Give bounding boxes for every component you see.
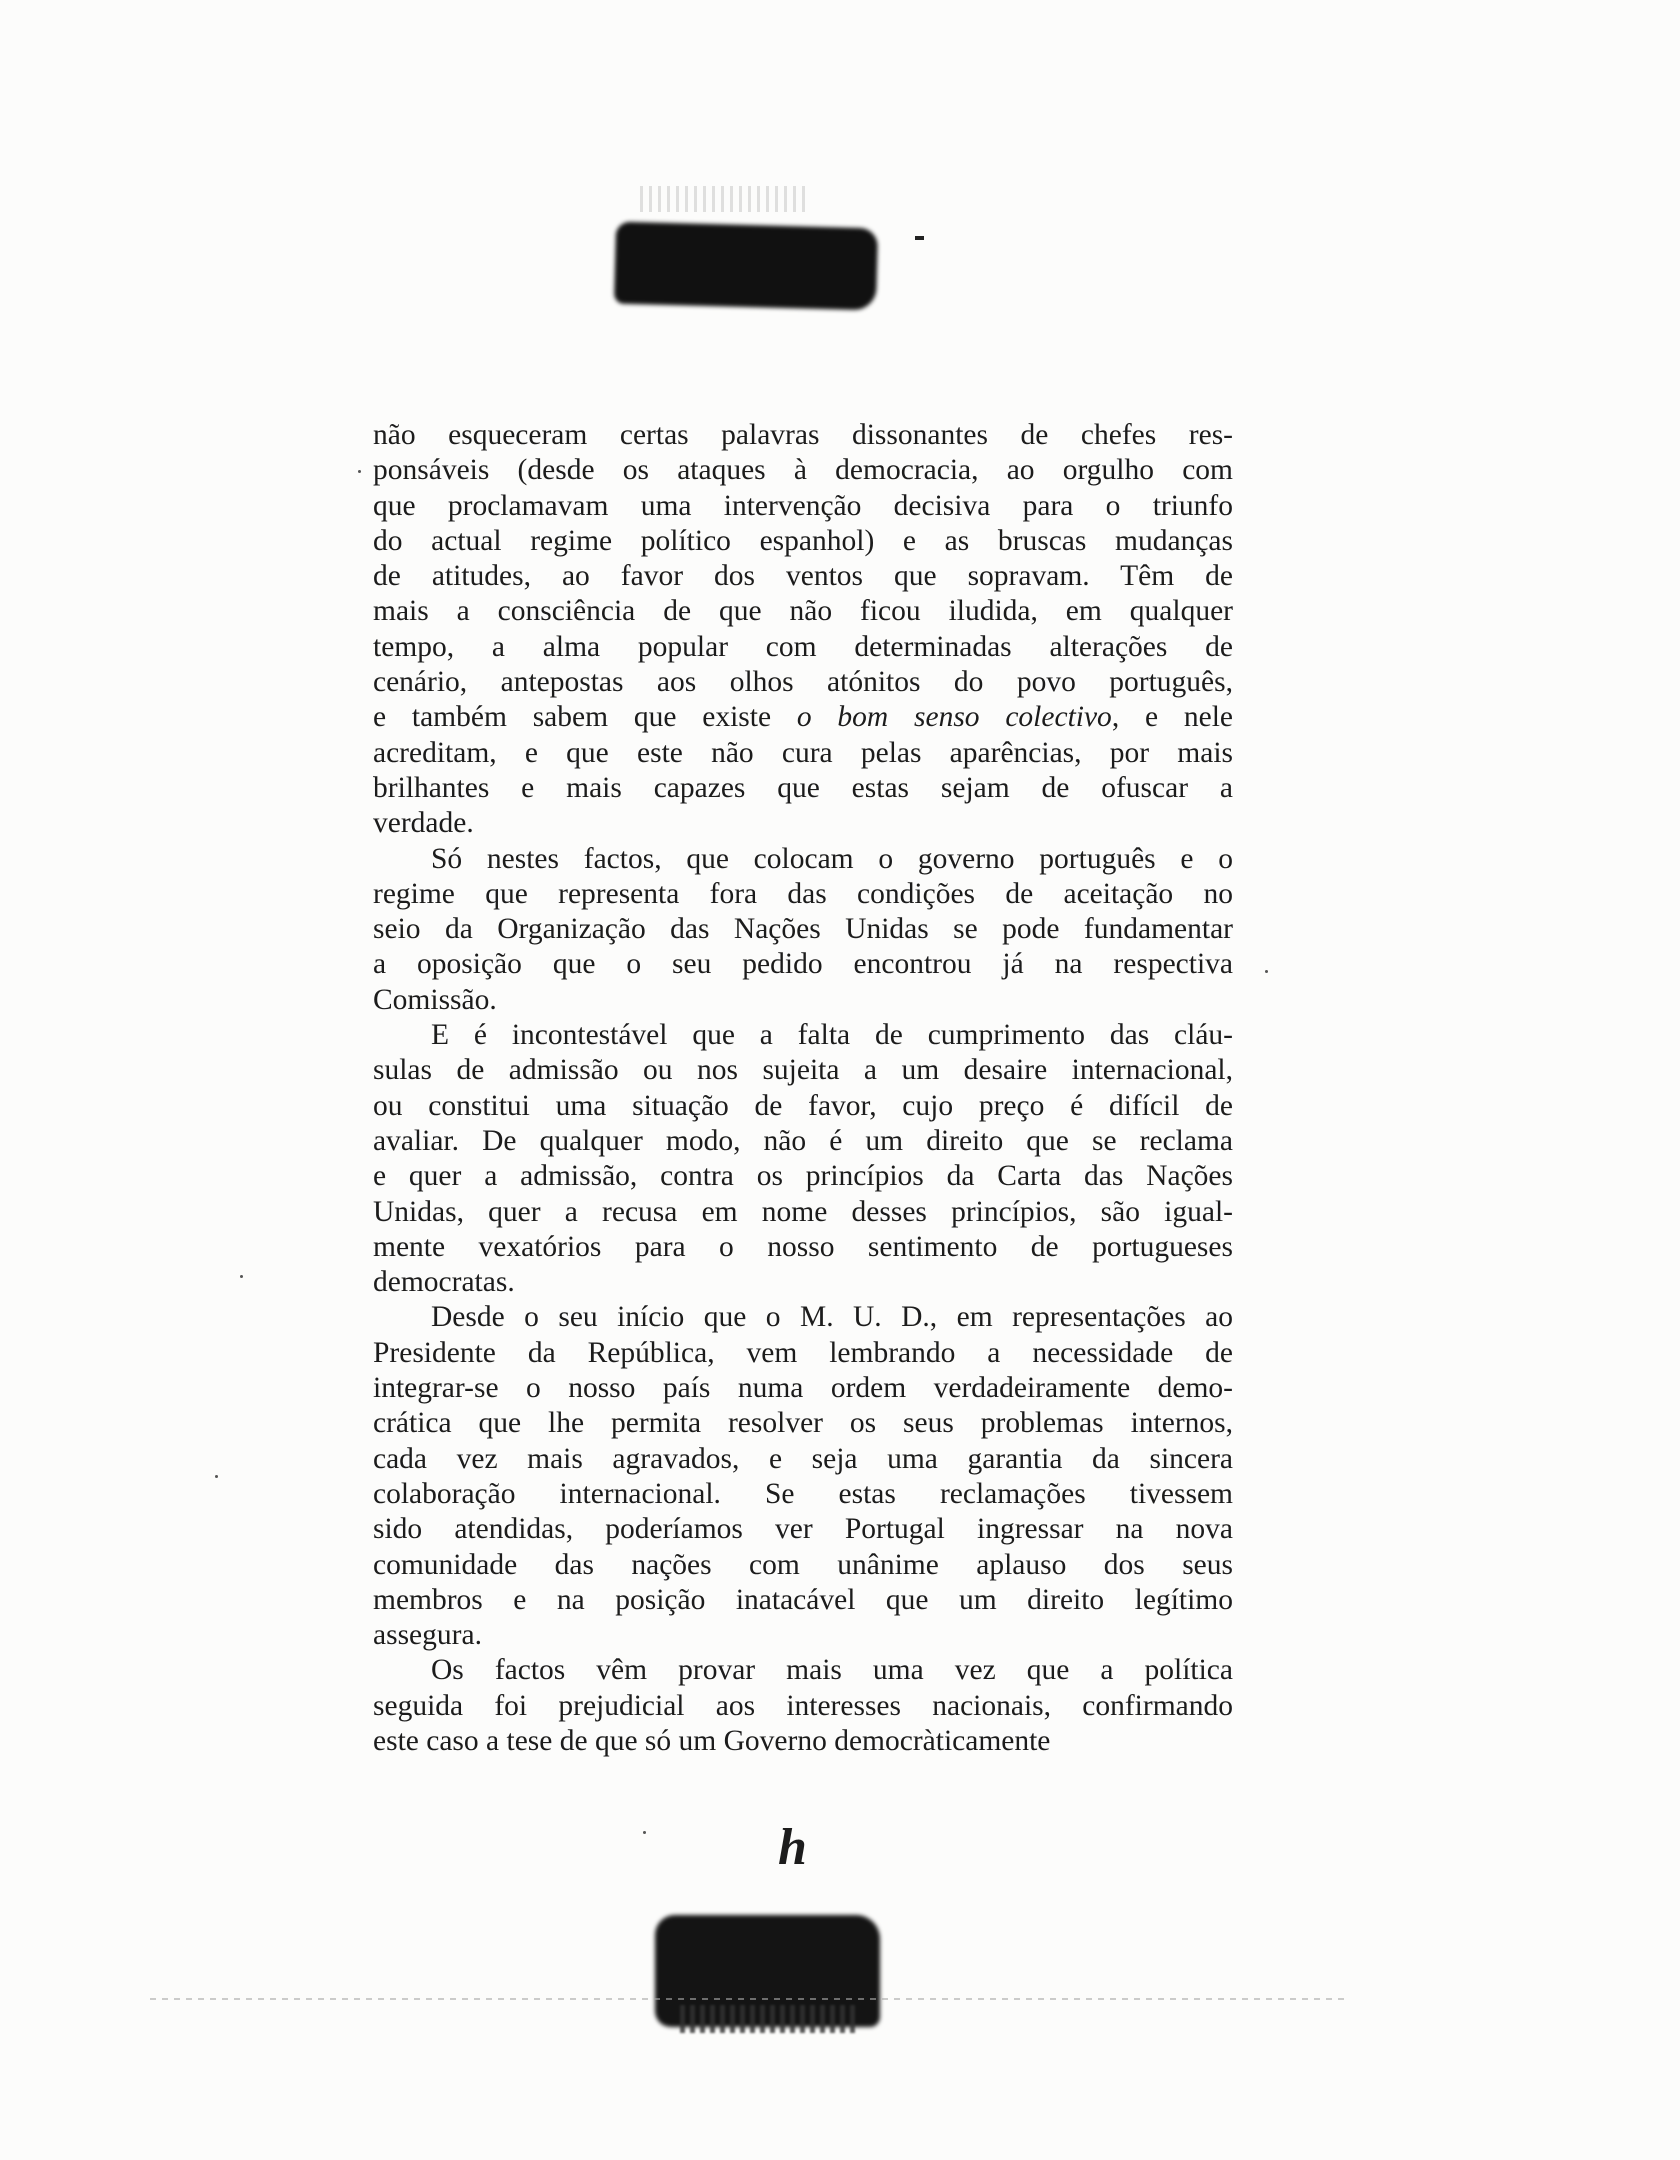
dash-mark — [915, 236, 924, 240]
paragraph — [373, 842, 1233, 1018]
body-text — [373, 418, 1233, 1759]
speck — [643, 1831, 646, 1834]
speck — [240, 1275, 243, 1278]
scan-line — [150, 1998, 1350, 2000]
text-line: seio da Organização das Nações Unidas se pode fundamentar — [373, 913, 1233, 946]
text-line: Unidas, quer a recusa em nome desses princípios, são igual- — [373, 1195, 1233, 1228]
redaction-smudge-top — [614, 222, 878, 311]
text-line: crática que lhe permita resolver os seus problemas internos, — [373, 1407, 1233, 1440]
text-line: seguida foi prejudicial aos interesses nacionais, confirmando — [373, 1689, 1233, 1722]
text-line: sulas de admissão ou nos sujeita a um desaire internacional, — [373, 1054, 1233, 1087]
text-line: acreditam, e que este não cura pelas aparências, por mais — [373, 736, 1233, 769]
text-line: democratas. — [373, 1266, 515, 1299]
text-line: Desde o seu início que o M. U. D., em representações ao — [431, 1301, 1233, 1334]
text-line: assegura. — [373, 1619, 482, 1652]
paragraph — [373, 1300, 1233, 1653]
text-line: membros e na posição inatacável que um direito legítimo — [373, 1583, 1233, 1616]
text-line: colaboração internacional. Se estas reclamações tivessem — [373, 1477, 1233, 1510]
speck — [1265, 970, 1268, 973]
text-line: de atitudes, ao favor dos ventos que sopravam. Têm de — [373, 560, 1233, 593]
text-line: Os factos vêm provar mais uma vez que a política — [431, 1654, 1233, 1687]
text-line: ou constitui uma situação de favor, cujo preço é difícil de — [373, 1089, 1233, 1122]
text-line: sido atendidas, poderíamos ver Portugal ingressar na nova — [373, 1513, 1233, 1546]
text-line: regime que representa fora das condições de aceitação no — [373, 877, 1233, 910]
speck — [215, 1475, 218, 1478]
text-line: do actual regime político espanhol) e as bruscas mudanças — [373, 524, 1233, 557]
text-line: mais a consciência de que não ficou iludida, em qualquer — [373, 595, 1233, 628]
redaction-smudge-bottom-noise — [680, 2005, 860, 2033]
italic-phrase: o bom senso colectivo — [796, 701, 1112, 734]
text-line: comunidade das nações com unânime aplauso dos seus — [373, 1548, 1233, 1581]
text-line: não esqueceram certas palavras dissonantes de chefes res- — [373, 419, 1233, 451]
text-line: verdade. — [373, 807, 474, 840]
text-line: que proclamavam uma intervenção decisiva para o triunfo — [373, 489, 1233, 522]
text-line: avaliar. De qualquer modo, não é um direito que se reclama — [373, 1124, 1233, 1157]
text-line: este caso a tese de que só um Governo democràticamente — [373, 1724, 1051, 1757]
text-line: mente vexatórios para o nosso sentimento de portugueses — [373, 1230, 1233, 1263]
page-mark: h — [778, 1819, 807, 1876]
text-line: Só nestes factos, que colocam o governo português e o — [431, 842, 1233, 875]
text-line: tempo, a alma popular com determinadas alterações de — [373, 630, 1233, 663]
paragraph — [373, 1653, 1233, 1759]
text-line: a oposição que o seu pedido encontrou já na respectiva — [373, 948, 1233, 981]
text-line: ponsáveis (desde os ataques à democracia, ao orgulho com — [373, 454, 1233, 487]
redaction-smudge-top-noise — [640, 186, 810, 212]
text-line: E é incontestável que a falta de cumprimento das cláu- — [431, 1019, 1233, 1052]
text-line: integrar-se o nosso país numa ordem verdadeiramente demo- — [373, 1372, 1233, 1405]
speck — [358, 470, 361, 473]
text-line: e quer a admissão, contra os princípios da Carta das Nações — [373, 1160, 1233, 1193]
paragraph — [373, 1018, 1233, 1300]
paragraph — [373, 418, 1233, 842]
text-line: brilhantes e mais capazes que estas sejam de ofuscar a — [373, 771, 1233, 804]
text-line: e também sabem que existe o bom senso colectivo, e nele — [373, 701, 1233, 734]
text-line: cada vez mais agravados, e seja uma garantia da sincera — [373, 1442, 1233, 1475]
text-line: cenário, antepostas aos olhos atónitos do povo português, — [373, 666, 1233, 699]
text-line: Presidente da República, vem lembrando a necessidade de — [373, 1336, 1233, 1369]
text-line: Comissão. — [373, 983, 497, 1016]
